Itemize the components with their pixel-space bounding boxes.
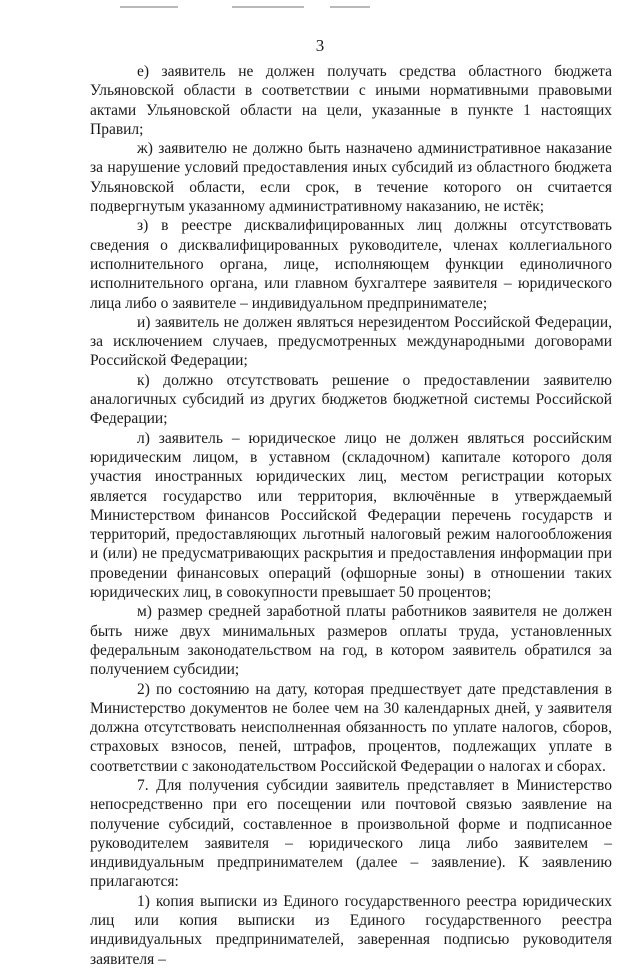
scan-artifact-line (330, 6, 370, 8)
paragraph-zh: ж) заявителю не должно быть назначено административное наказание за нарушение условий предоставления иных субсидий из областного бюджета Ульяновской области, если срок, в течение которого он считается подвергнутым указанному административному наказанию, не истёк; (90, 140, 612, 216)
paragraph-2: 2) по состоянию на дату, которая предшествует дате представления в Министерство документов не более чем на 30 календарных дней, у заявителя должна отсутствовать неисполненная обязанность по уплате налогов, сборов, страховых взносов, пеней, штрафов, процентов, подлежащих уплате в соответствии с законодательством Российской Федерации о налогах и сборах. (90, 680, 612, 775)
paragraph-m: м) размер средней заработной платы работников заявителя не должен быть ниже двух минимальных размеров оплаты труда, установленных федеральным законодательством на год, в котором заявитель обратился за получением субсидии; (90, 603, 612, 679)
paragraph-7: 7. Для получения субсидии заявитель представляет в Министерство непосредственно при его посещении или почтовой связью заявление на получение субсидий, составленное в произвольной форме и подписанное руководителем заявителя – юридического лица либо заявителем – индивидуальным предпринимателем (далее – заявление). К заявлению прилагаются: (90, 776, 612, 891)
scan-artifact-line (120, 6, 178, 8)
paragraph-z: з) в реестре дисквалифицированных лиц должны отсутствовать сведения о дисквалифицированных руководителе, членах коллегиального исполнительного органа, лице, исполняющем функции единоличного исполнительного органа, или главном бухгалтере заявителя – юридического лица либо о заявителе – индивидуальном предпринимателе; (90, 217, 612, 312)
paragraph-7-1: 1) копия выписки из Единого государственного реестра юридических лиц или копия выписки из Единого государственного реестра индивидуальных предпринимателей, заверенная подписью руководителя заявителя – (90, 892, 612, 968)
page-number: 3 (315, 36, 325, 55)
document-body (90, 62, 612, 969)
paragraph-i: и) заявитель не должен являться нерезидентом Российской Федерации, за исключением случаев, предусмотренных международными договорами Российской Федерации; (90, 313, 612, 370)
scan-artifact-line (232, 6, 304, 8)
paragraph-e: е) заявитель не должен получать средства областного бюджета Ульяновской области в соответствии с иными нормативными правовыми актами Ульяновской области на цели, указанные в пункте 1 настоящих Правил; (90, 63, 612, 138)
paragraph-l: л) заявитель – юридическое лицо не должен являться российским юридическим лицом, в уставном (складочном) капитале которого доля участия иностранных юридических лиц, местом регистрации которых является государство или территория, включённые в утверждаемый Министерством финансов Российской Федерации перечень государств и территорий, предоставляющих льготный налоговый режим налогообложения и (или) не предусматривающих раскрытия и предоставления информации при проведении финансовых операций (офшорные зоны) в отношении таких юридических лиц, в совокупности превышает 50 процентов; (90, 429, 612, 602)
paragraph-k: к) должно отсутствовать решение о предоставлении заявителю аналогичных субсидий из других бюджетов бюджетной системы Российской Федерации; (90, 371, 612, 428)
